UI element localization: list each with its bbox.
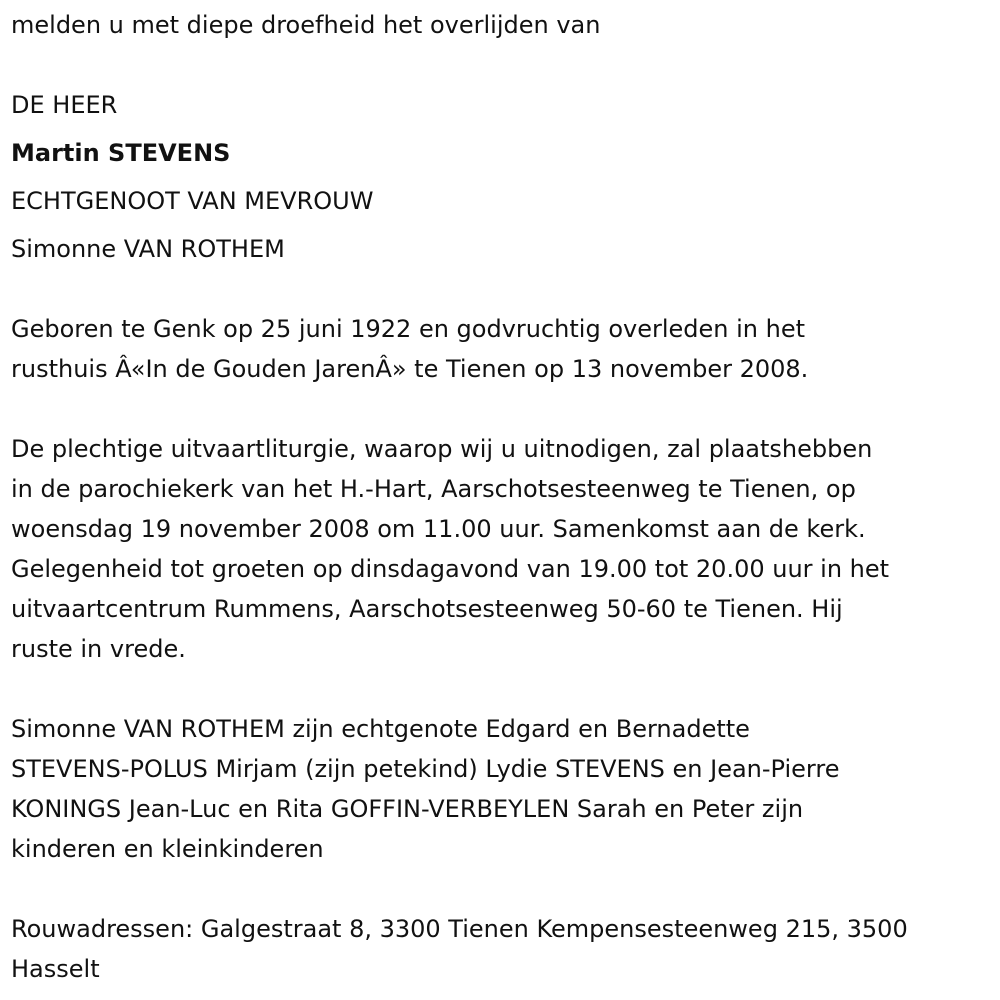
text-line: STEVENS-POLUS Mirjam (zijn petekind) Lydie STEVENS en Jean-Pierre (11, 755, 840, 783)
spouse-label: ECHTGENOOT VAN MEVROUW (11, 187, 374, 215)
intro-text: melden u met diepe droefheid het overlijden van (11, 11, 601, 39)
text-line: kinderen en kleinkinderen (11, 835, 324, 863)
text-line: uitvaartcentrum Rummens, Aarschotsesteenweg 50-60 te Tienen. Hij (11, 595, 843, 623)
text-line: Simonne VAN ROTHEM zijn echtgenote Edgard en Bernadette (11, 715, 750, 743)
text-line: rusthuis Â«In de Gouden JarenÂ» te Tienen op 13 november 2008. (11, 355, 809, 383)
text-line: ruste in vrede. (11, 635, 186, 663)
text-line: Geboren te Genk op 25 juni 1922 en godvruchtig overleden in het (11, 315, 806, 343)
text-line: woensdag 19 november 2008 om 11.00 uur. Samenkomst aan de kerk. (11, 515, 866, 543)
text-line: KONINGS Jean-Luc en Rita GOFFIN-VERBEYLEN Sarah en Peter zijn (11, 795, 804, 823)
text-line: Hasselt (11, 955, 100, 983)
spouse-name: Simonne VAN ROTHEM (11, 235, 285, 263)
text-line: Rouwadressen: Galgestraat 8, 3300 Tienen Kempensesteenweg 215, 3500 (11, 915, 908, 943)
text-line: De plechtige uitvaartliturgie, waarop wij u uitnodigen, zal plaatshebben (11, 435, 873, 463)
deceased-title: DE HEER (11, 91, 118, 119)
deceased-name: Martin STEVENS (11, 139, 231, 167)
text-line: Gelegenheid tot groeten op dinsdagavond van 19.00 tot 20.00 uur in het (11, 555, 890, 583)
text-line: in de parochiekerk van het H.-Hart, Aarschotsesteenweg te Tienen, op (11, 475, 856, 503)
